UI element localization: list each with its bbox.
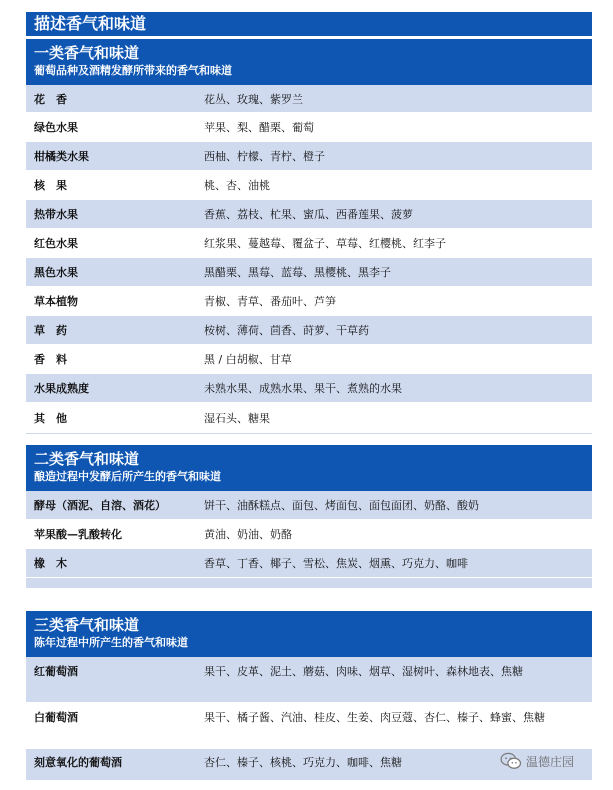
row-value: 未熟水果、成熟水果、果干、煮熟的水果 [204,382,402,395]
row-value: 杏仁、榛子、核桃、巧克力、咖啡、焦糖 [204,756,402,769]
section-secondary [26,445,592,588]
row-value: 花丛、玫瑰、紫罗兰 [204,92,303,106]
section-title: 三类香气和味道 [34,616,140,634]
row-label: 香 料 [34,353,67,366]
row-value: 黄油、奶油、奶酪 [204,528,292,541]
row-value: 苹果、梨、醋栗、葡萄 [204,121,314,134]
table-row [26,287,592,316]
row-value: 黑 / 白胡椒、甘草 [204,353,292,366]
row-label: 花 香 [34,92,67,106]
row-label: 苹果酸—乳酸转化 [34,528,122,541]
section-title: 一类香气和味道 [34,44,140,62]
section-header [26,39,592,85]
row-value: 湿石头、糖果 [204,411,270,425]
row-label: 其 他 [34,411,67,425]
row-value: 香草、丁香、椰子、雪松、焦炭、烟熏、巧克力、咖啡 [204,557,468,570]
table-row [26,657,592,703]
row-label: 柑橘类水果 [34,150,89,163]
row-value: 黑醋栗、黑莓、蓝莓、黑樱桃、黑李子 [204,266,391,279]
row-value: 桃、杏、油桃 [204,179,270,192]
row-value: 红浆果、蔓越莓、覆盆子、草莓、红樱桃、红李子 [204,237,446,250]
row-value: 香蕉、荔枝、杧果、蜜瓜、西番莲果、菠萝 [204,208,413,221]
watermark-text: 温德庄园 [526,754,575,769]
row-label: 橡 木 [34,557,67,570]
row-value: 桉树、薄荷、茴香、莳萝、干草药 [204,324,369,337]
row-label: 绿色水果 [34,121,78,134]
section-title: 二类香气和味道 [34,450,140,468]
aroma-table [26,12,592,781]
row-label: 草本植物 [34,295,78,308]
row-value: 果干、皮革、泥土、蘑菇、肉味、烟草、湿树叶、森林地表、焦糖 [204,665,523,678]
section-subtitle: 葡萄品种及酒精发酵所带来的香气和味道 [34,64,232,77]
row-value: 饼干、油酥糕点、面包、烤面包、面包面团、奶酪、酸奶 [204,499,479,512]
row-label: 酵母（酒泥、自溶、酒花） [34,499,166,512]
table-row [26,345,592,374]
table-row [26,142,592,171]
row-label: 刻意氧化的葡萄酒 [34,756,122,769]
table-row [26,85,592,113]
row-value: 西柚、柠檬、青柠、橙子 [204,150,325,163]
section-header [26,445,592,491]
row-label: 黑色水果 [34,266,78,279]
table-row [26,520,592,549]
table-row [26,200,592,229]
table-row [26,171,592,200]
table-row [26,229,592,258]
row-label: 核 果 [34,179,67,192]
page-title: 描述香气和味道 [26,12,592,36]
table-row [26,491,592,520]
section-primary [26,39,592,434]
row-value: 果干、橘子酱、汽油、桂皮、生姜、肉豆蔻、杏仁、榛子、蜂蜜、焦糖 [204,711,545,724]
table-row [26,403,592,433]
section-subtitle: 陈年过程中所产生的香气和味道 [34,636,188,649]
row-label: 红葡萄酒 [34,665,78,678]
table-row [26,316,592,345]
row-value: 青椒、青草、番茄叶、芦笋 [204,295,336,308]
row-label: 热带水果 [34,208,78,221]
row-label: 草 药 [34,324,67,337]
table-row [26,113,592,142]
table-row [26,258,592,287]
table-row [26,374,592,403]
wechat-icon [500,752,522,770]
row-label: 白葡萄酒 [34,711,78,724]
table-row [26,703,592,749]
section-header [26,611,592,657]
row-label: 水果成熟度 [34,382,89,395]
table-row [26,549,592,578]
section-subtitle: 酿造过程中发酵后所产生的香气和味道 [34,470,221,483]
watermark [500,752,574,770]
row-label: 红色水果 [34,237,78,250]
